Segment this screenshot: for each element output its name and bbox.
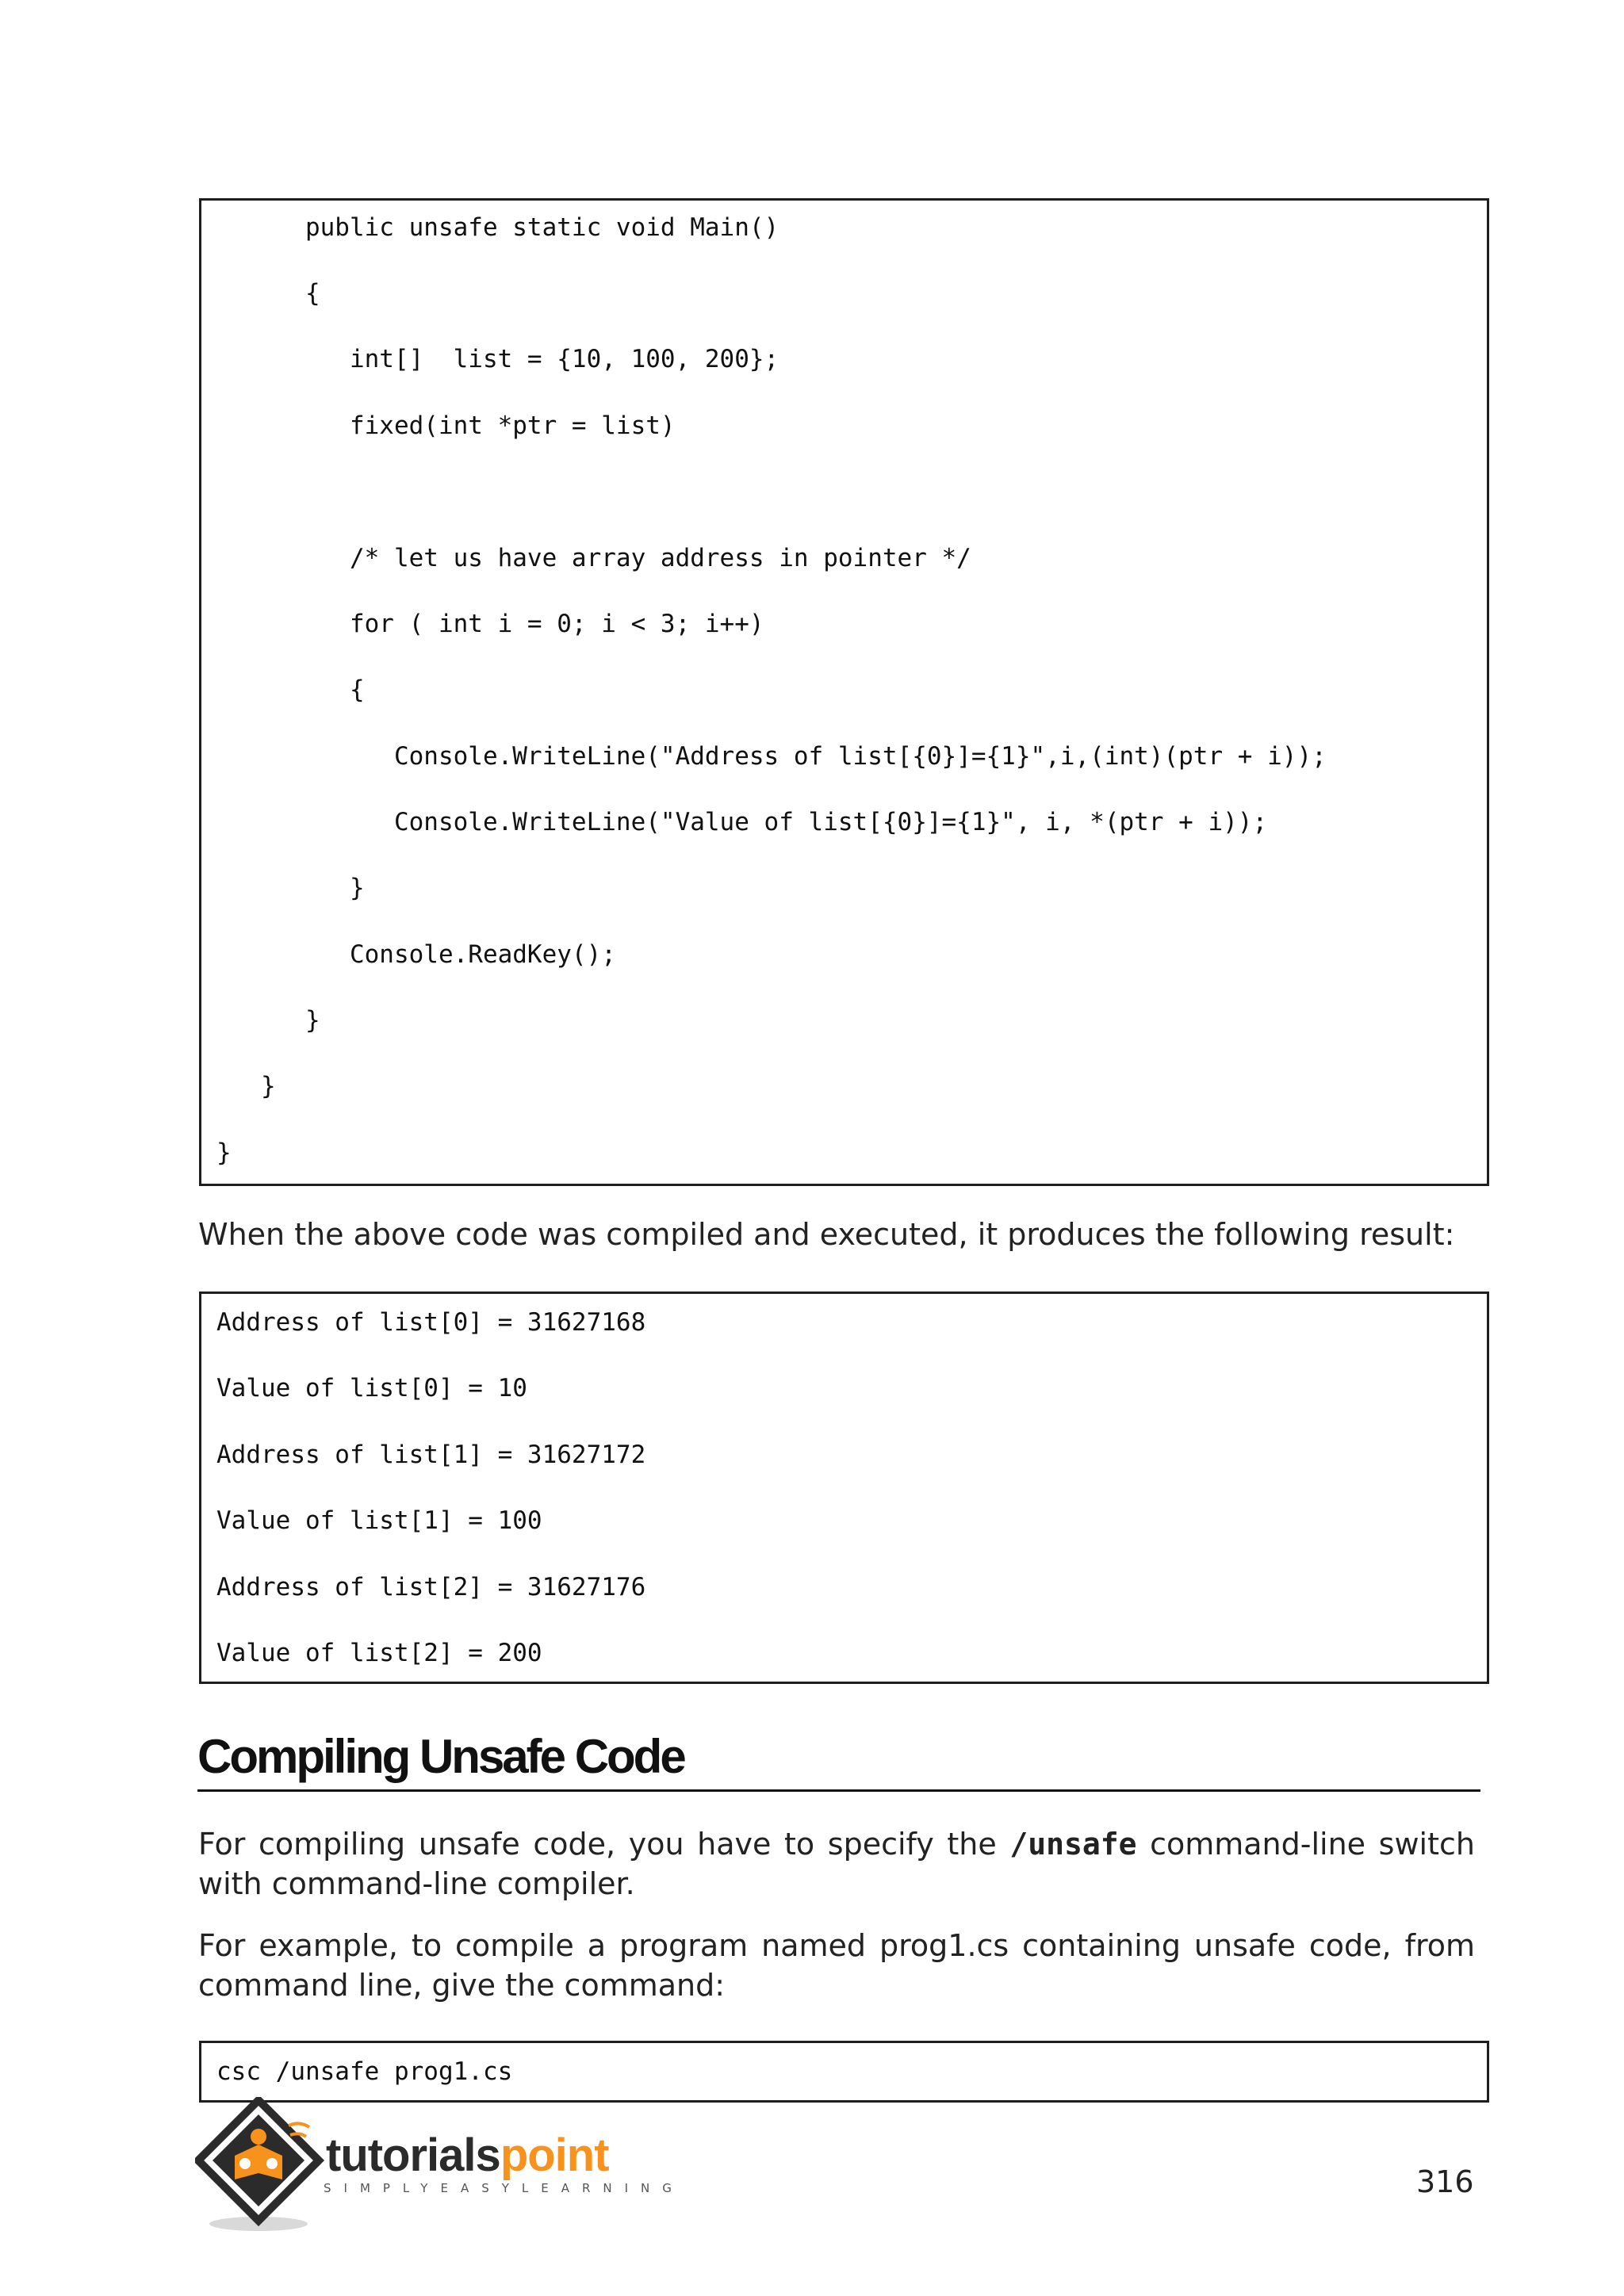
code-line: fixed(int *ptr = list) [216,411,676,440]
code-line: Console.WriteLine("Address of list[{0}]={1}",i,(int)(ptr + i)); [216,742,1327,771]
output-line: Value of list[0] = 10 [216,1374,527,1402]
code-line: { [216,279,320,308]
logo-diamond-icon [195,2097,330,2236]
output-line: Value of list[2] = 200 [216,1639,542,1667]
logo-word-point: point [500,2130,609,2181]
result-intro-text: When the above code was compiled and executed, it produces the following result: [198,1217,1455,1252]
code-line: Console.ReadKey(); [216,940,616,969]
code-block [199,198,1489,1186]
code-line: /* let us have array address in pointer */ [216,544,971,572]
command-block [199,2041,1489,2103]
code-line: for ( int i = 0; i < 3; i++) [216,610,764,638]
code-line: int[] list = {10, 100, 200}; [216,345,779,373]
code-line: } [216,1138,232,1167]
code-line: } [216,1006,320,1035]
code-line: } [216,874,365,902]
command-line: csc /unsafe prog1.cs [216,2057,513,2086]
output-line: Address of list[1] = 31627172 [216,1441,646,1469]
code-line: { [216,675,365,704]
paragraph-text: For compiling unsafe code, you have to specify the [198,1827,1010,1862]
output-line: Address of list[0] = 31627168 [216,1308,646,1337]
section-heading: Compiling Unsafe Code [197,1730,684,1783]
paragraph-unsafe-switch [198,1824,1475,1904]
paragraph-example: For example, to compile a program named prog1.cs containing unsafe code, from command line, give the command: [198,1928,1475,2003]
logo-word-tutorials: tutorials [326,2130,500,2181]
logo-tagline: SIMPLYEASYLEARNING [324,2181,684,2195]
code-line: } [216,1072,276,1100]
code-line: Console.WriteLine("Value of list[{0}]={1}", i, *(ptr + i)); [216,808,1268,836]
tutorialspoint-logo [195,2097,684,2236]
page-number: 316 [1416,2164,1474,2199]
unsafe-flag-text: /unsafe [1009,1827,1137,1862]
output-line: Value of list[1] = 100 [216,1506,542,1535]
code-line: public unsafe static void Main() [216,213,779,242]
paragraph-text: command-line switch with command-line compiler. [198,1827,1475,1901]
output-line: Address of list[2] = 31627176 [216,1573,646,1601]
heading-underline [197,1789,1480,1792]
output-block [199,1292,1489,1684]
logo-wordmark [326,2130,609,2181]
